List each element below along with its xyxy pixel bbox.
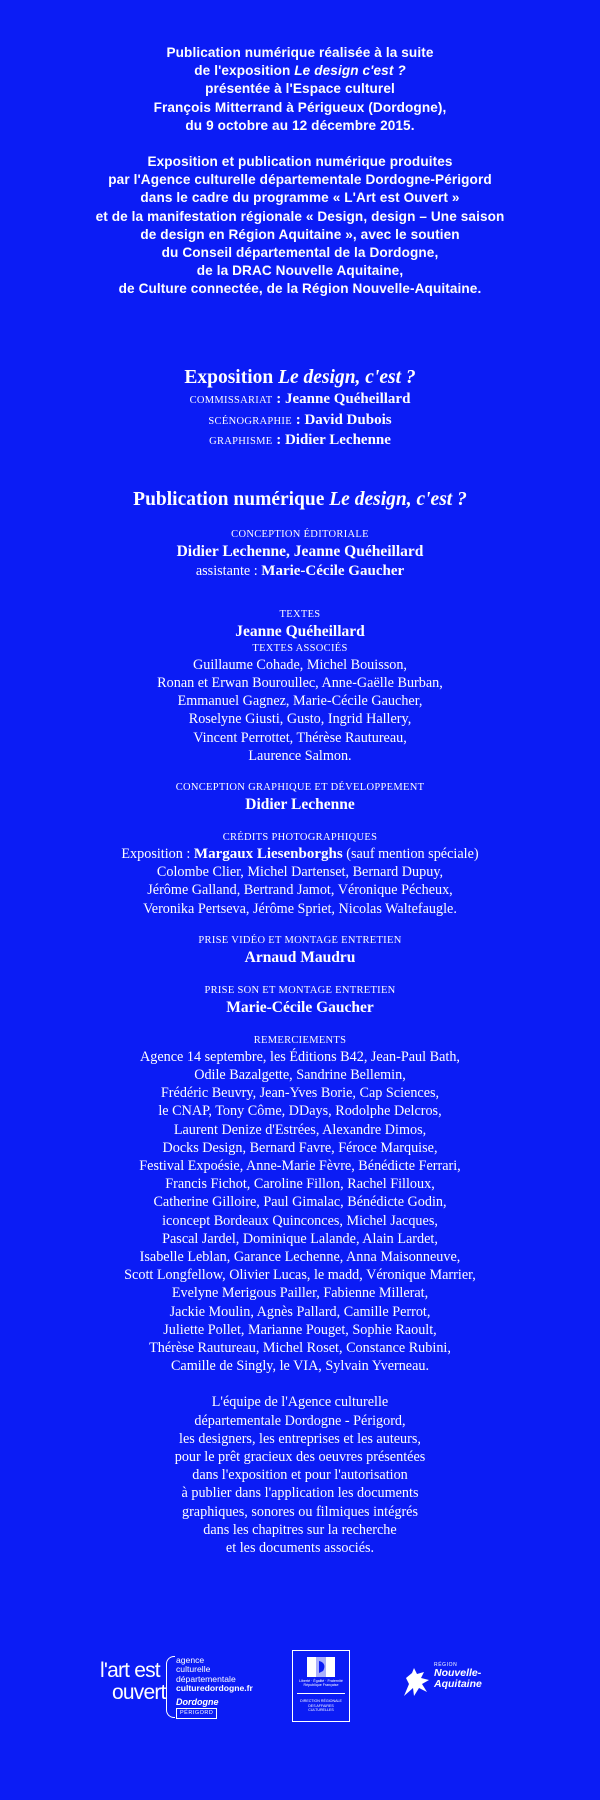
intro-section bbox=[0, 44, 600, 299]
assoc-list bbox=[0, 656, 600, 765]
video-name: Arnaud Maudru bbox=[244, 948, 356, 966]
exhibition-title: Le design c'est ? bbox=[294, 63, 406, 79]
assoc-author-line: Ronan et Erwan Bouroullec, Anne-Gaëlle Burban, bbox=[157, 674, 443, 691]
thanks-line: Francis Fichot, Caroline Fillon, Rachel Filloux, bbox=[165, 1176, 435, 1193]
brace-icon bbox=[166, 1656, 175, 1718]
team-line: et les documents associés. bbox=[225, 1540, 375, 1557]
logo-divider bbox=[297, 1693, 345, 1694]
team-line: départementale Dordogne - Périgord, bbox=[194, 1412, 406, 1429]
intro-line: du 9 octobre au 12 décembre 2015. bbox=[185, 117, 415, 133]
nouvelle-aquitaine-logo: RÉGION Nouvelle- Aquitaine bbox=[402, 1662, 512, 1712]
graphic-name: Didier Lechenne bbox=[245, 795, 355, 813]
thanks-line: Agence 14 septembre, les Éditions B42, Jean-Paul Bath, bbox=[140, 1048, 460, 1065]
thanks-line: Laurent Denize d'Estrées, Alexandre Dimos, bbox=[173, 1121, 427, 1138]
thanks-line: Jackie Moulin, Agnès Pallard, Camille Perrot, bbox=[169, 1303, 431, 1320]
publication-heading: Publication numérique Le design, c'est ? bbox=[133, 488, 467, 510]
art-est-ouvert-logo: l'art est ouvert agence culturelle départementale culturedordogne.fr Dordogne PÉRIGORD bbox=[100, 1656, 250, 1726]
assoc-author-line: Roselyne Giusti, Gusto, Ingrid Hallery, bbox=[188, 711, 412, 728]
photographer-line: Veronika Pertseva, Jérôme Spriet, Nicolas Waltefaugle. bbox=[143, 900, 457, 917]
photo-list bbox=[0, 863, 600, 918]
assoc-author-line: Emmanuel Gagnez, Marie-Cécile Gaucher, bbox=[177, 693, 423, 710]
sound-name: Marie-Cécile Gaucher bbox=[226, 998, 374, 1016]
intro-line: François Mitterrand à Périgueux (Dordogne), bbox=[153, 99, 447, 115]
thanks-line: Pascal Jardel, Dominique Lalande, Alain Lardet, bbox=[162, 1230, 438, 1247]
lion-icon bbox=[402, 1666, 432, 1700]
credit-row-commissariat: COMMISSARIAT : Jeanne Quéheillard bbox=[189, 391, 411, 407]
exposition-heading: Exposition Le design, c'est ? bbox=[184, 367, 416, 388]
team-line: les designers, les entreprises et les auteurs, bbox=[179, 1430, 421, 1447]
intro-line: Exposition et publication numérique produites bbox=[147, 154, 453, 170]
drac-logo: Liberté · Égalité · Fraternité République Française DIRECTION RÉGIONALE DES AFFAIRES CULTURELLES bbox=[292, 1650, 350, 1722]
assoc-author-line: Laurence Salmon. bbox=[248, 747, 352, 764]
intro-line: Publication numérique réalisée à la suite bbox=[166, 45, 434, 60]
intro-line: de Culture connectée, de la Région Nouvelle-Aquitaine. bbox=[118, 281, 482, 297]
credit-row-scenographie: SCÉNOGRAPHIE : David Dubois bbox=[208, 411, 392, 428]
credits-section bbox=[0, 366, 600, 1557]
intro-line: par l'Agence culturelle départementale Dordogne-Périgord bbox=[108, 172, 492, 188]
thanks-line: Odile Bazalgette, Sandrine Bellemin, bbox=[194, 1066, 406, 1083]
photo-main-line: Exposition : Margaux Liesenborghs (sauf mention spéciale) bbox=[121, 845, 479, 862]
thanks-line: Camille de Singly, le VIA, Sylvain Yverneau. bbox=[170, 1358, 430, 1375]
intro-line: dans le cadre du programme « L'Art est Ouvert » bbox=[140, 190, 460, 206]
thanks-line: Juliette Pollet, Marianne Pouget, Sophie Raoult, bbox=[163, 1321, 437, 1338]
thanks-line: Thérèse Rautureau, Michel Roset, Constance Rubini, bbox=[149, 1339, 451, 1356]
team-line: L'équipe de l'Agence culturelle bbox=[211, 1394, 389, 1411]
thanks-list bbox=[0, 1048, 600, 1376]
intro-line: de design en Région Aquitaine », avec le soutien bbox=[140, 226, 460, 242]
editorial-names: Didier Lechenne, Jeanne Quéheillard bbox=[176, 542, 424, 560]
intro-line: de l'exposition Le design c'est ? bbox=[194, 63, 406, 79]
team-line: graphiques, sonores ou filmiques intégrés bbox=[181, 1503, 419, 1520]
credit-row-graphisme: GRAPHISME : Didier Lechenne bbox=[209, 432, 391, 448]
texts-head: TEXTES bbox=[279, 608, 321, 620]
photo-head: CRÉDITS PHOTOGRAPHIQUES bbox=[222, 831, 378, 843]
team-line: dans les chapitres sur la recherche bbox=[203, 1521, 397, 1538]
thanks-line: le CNAP, Tony Côme, DDays, Rodolphe Delcros, bbox=[158, 1103, 442, 1120]
video-head: PRISE VIDÉO ET MONTAGE ENTRETIEN bbox=[198, 934, 402, 946]
thanks-line: Evelyne Merigous Pailler, Fabienne Millerat, bbox=[171, 1285, 429, 1302]
thanks-line: Isabelle Leblan, Garance Lechenne, Anna Maisonneuve, bbox=[139, 1248, 461, 1265]
partner-logos bbox=[0, 1648, 600, 1728]
marianne-icon bbox=[307, 1657, 335, 1677]
intro-line: présentée à l'Espace culturel bbox=[205, 81, 395, 97]
thanks-head: REMERCIEMENTS bbox=[253, 1034, 347, 1046]
assistant-line: assistante : Marie-Cécile Gaucher bbox=[195, 562, 405, 579]
team-paragraph bbox=[0, 1393, 600, 1557]
thanks-line: Docks Design, Bernard Favre, Féroce Marquise, bbox=[162, 1139, 438, 1156]
thanks-line: Festival Expoésie, Anne-Marie Fèvre, Bénédicte Ferrari, bbox=[139, 1157, 461, 1174]
team-line: pour le prêt gracieux des oeuvres présentées bbox=[174, 1449, 426, 1465]
sound-head: PRISE SON ET MONTAGE ENTRETIEN bbox=[204, 984, 396, 996]
assoc-author-line: Vincent Perrottet, Thérèse Rautureau, bbox=[193, 729, 407, 746]
intro-line: et de la manifestation régionale « Design, design – Une saison bbox=[95, 208, 505, 224]
assoc-head: TEXTES ASSOCIÉS bbox=[252, 642, 348, 654]
team-line: dans l'exposition et pour l'autorisation bbox=[192, 1467, 408, 1484]
intro-line: de la DRAC Nouvelle Aquitaine, bbox=[196, 263, 404, 279]
team-line: à publier dans l'application les documents bbox=[181, 1485, 419, 1502]
graphic-head: CONCEPTION GRAPHIQUE ET DÉVELOPPEMENT bbox=[175, 781, 425, 793]
thanks-line: Scott Longfellow, Olivier Lucas, le madd, Véronique Marrier, bbox=[124, 1267, 476, 1284]
thanks-line: iconcept Bordeaux Quinconces, Michel Jacques, bbox=[162, 1212, 438, 1229]
assoc-author-line: Guillaume Cohade, Michel Bouisson, bbox=[193, 656, 407, 673]
thanks-line: Catherine Gilloire, Paul Gimalac, Bénédicte Godin, bbox=[153, 1194, 447, 1211]
thanks-line: Frédéric Beuvry, Jean-Yves Borie, Cap Sciences, bbox=[160, 1085, 440, 1102]
photographer-line: Jérôme Galland, Bertrand Jamot, Véronique Pécheux, bbox=[147, 882, 453, 899]
intro-line: du Conseil départemental de la Dordogne, bbox=[161, 245, 439, 261]
editorial-head: CONCEPTION ÉDITORIALE bbox=[231, 528, 369, 540]
photographer-line: Colombe Clier, Michel Dartenset, Bernard Dupuy, bbox=[156, 864, 444, 881]
texts-name: Jeanne Quéheillard bbox=[235, 622, 365, 640]
